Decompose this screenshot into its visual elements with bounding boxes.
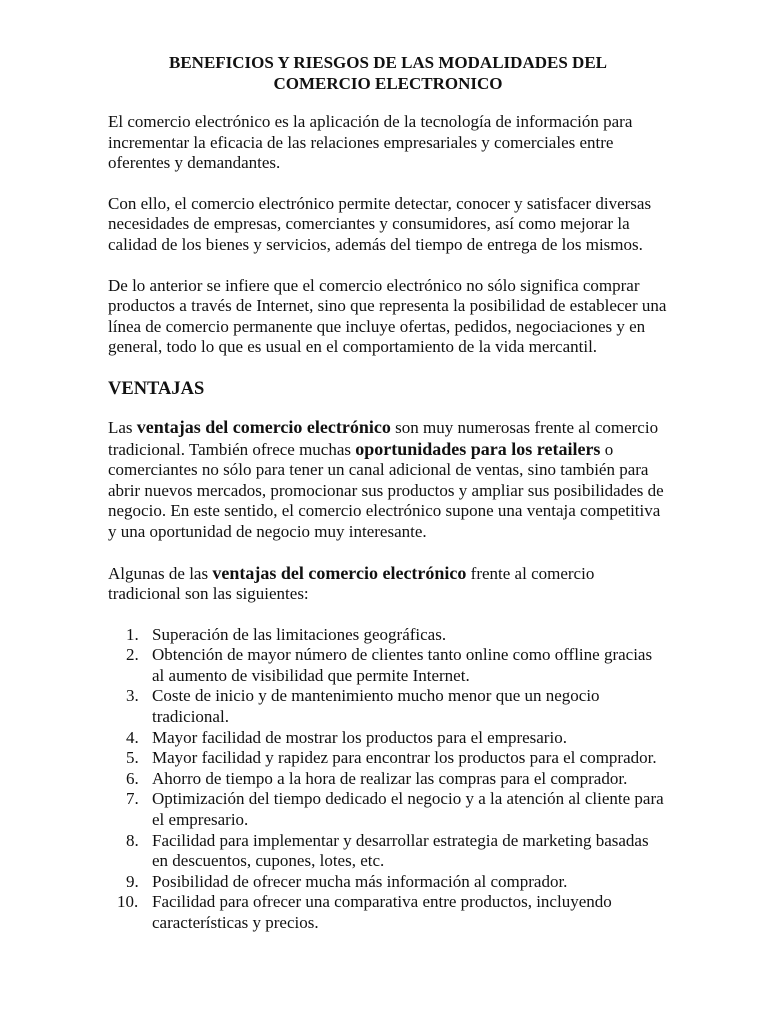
list-text: Obtención de mayor número de clientes tanto online como offline gracias al aumento de visibilidad que permite Internet. (152, 645, 653, 685)
paragraph-ventajas (108, 417, 668, 543)
list-item (108, 625, 668, 646)
title-line-1: BENEFICIOS Y RIESGOS DE LAS MODALIDADES DEL (168, 53, 607, 72)
list-item (108, 769, 668, 790)
list-text: Ahorro de tiempo a la hora de realizar las compras para el comprador. (152, 768, 628, 788)
list-number: 1. (126, 624, 139, 644)
list-number: 6. (126, 768, 139, 788)
list-text: Facilidad para ofrecer una comparativa entre productos, incluyendo características y precios. (152, 892, 612, 932)
list-item (108, 892, 668, 933)
paragraph-list-intro (108, 563, 668, 605)
list-text: Posibilidad de ofrecer mucha más información al comprador. (152, 871, 568, 891)
list-number: 5. (126, 748, 139, 768)
text-run: o comerciantes no sólo para tener un canal adicional de ventas, sino también para abrir nuevos mercados, promocionar sus productos y ampliar sus posibilidades de negocio. En este sentido, el comercio electrónico supone una ventaja competitiva y una oportunidad de negocio muy interesante. (108, 439, 664, 541)
bold-phrase: ventajas del comercio electrónico (136, 416, 391, 437)
list-text: Optimización del tiempo dedicado el negocio y a la atención al cliente para el empresario. (152, 789, 664, 830)
list-number: 9. (126, 871, 139, 891)
list-item (108, 728, 668, 749)
list-number: 3. (126, 686, 139, 706)
text-run: Algunas de las (108, 563, 213, 583)
bold-phrase: ventajas del comercio electrónico (212, 562, 467, 583)
list-text: Mayor facilidad de mostrar los productos para el empresario. (152, 727, 567, 747)
list-item (108, 645, 668, 686)
title-line-2: COMERCIO ELECTRONICO (273, 74, 503, 93)
list-text: Coste de inicio y de mantenimiento mucho menor que un negocio tradicional. (152, 686, 600, 727)
list-text: Superación de las limitaciones geográficas. (152, 624, 447, 644)
list-number: 2. (126, 645, 139, 665)
text-run: Las (108, 417, 137, 437)
document-title (108, 52, 668, 94)
bold-phrase: oportunidades para los retailers (355, 438, 601, 459)
paragraph-intro: El comercio electrónico es la aplicación de la tecnología de información para incrementar la eficacia de las relaciones empresariales y comerciales entre oferentes y demandantes. (108, 112, 633, 173)
list-item (108, 748, 668, 769)
document-page (108, 52, 668, 934)
ventajas-list (108, 625, 668, 934)
list-item (108, 789, 668, 830)
list-item (108, 686, 668, 727)
list-number: 8. (126, 830, 139, 850)
paragraph-inference: De lo anterior se infiere que el comercio electrónico no sólo significa comprar productos a través de Internet, sino que representa la posibilidad de establecer una línea de comercio permanente que incluye ofertas, pedidos, negociaciones y en general, todo lo que es usual en el comportamiento de la vida mercantil. (108, 275, 667, 357)
paragraph-benefits: Con ello, el comercio electrónico permite detectar, conocer y satisfacer diversas necesidades de empresas, comerciantes y consumidores, así como mejorar la calidad de los bienes y servicios, además del tiempo de entrega de los mismos. (108, 193, 652, 254)
list-item (108, 831, 668, 872)
list-number: 10. (117, 892, 139, 912)
list-item (108, 872, 668, 893)
list-number: 4. (126, 727, 139, 747)
section-heading-ventajas: VENTAJAS (108, 378, 205, 399)
list-text: Facilidad para implementar y desarrollar estrategia de marketing basadas en descuentos, cupones, lotes, etc. (152, 830, 649, 871)
list-text: Mayor facilidad y rapidez para encontrar los productos para el comprador. (152, 748, 657, 768)
text-run: son muy numerosas frente al comercio tradicional. También ofrece muchas (108, 417, 659, 459)
text-run: frente al comercio tradicional son las siguientes: (108, 563, 595, 604)
list-number: 7. (126, 789, 139, 809)
